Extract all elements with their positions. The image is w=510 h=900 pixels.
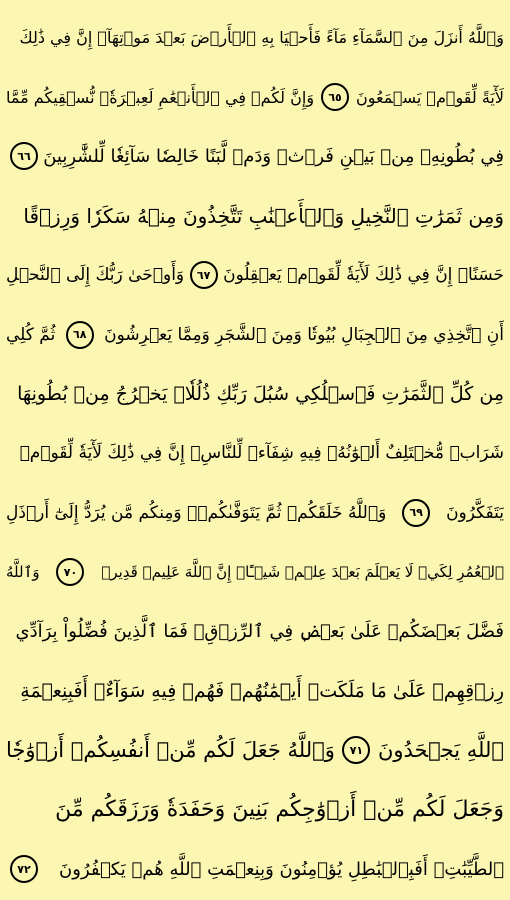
ayah-number-marker: ٦٥	[321, 83, 349, 111]
line-4-text: وَمِن ثَمَرَٰتِ ٱلنَّخِيلِ وَٱلۡأَعۡنَٰبِ تَتَّخِذُونَ مِنۡهُ سَكَرٗا وَرِزۡقًا	[23, 203, 504, 228]
line-13-text-b: وَٱللَّهُ جَعَلَ لَكُم مِّنۡ أَنفُسِكُمۡ أَزۡوَٰجٗا	[6, 738, 335, 763]
ayah-number-marker: ٦٨	[66, 321, 94, 349]
text-line-14	[6, 780, 504, 839]
line-14-text: وَجَعَلَ لَكُم مِّنۡ أَزۡوَٰجِكُم بَنِينَ وَحَفَدَةٗ وَرَزَقَكُم مِّنَ	[55, 797, 504, 823]
text-line-15	[6, 839, 504, 898]
line-10-text-b: وَٱللَّهُ	[6, 563, 40, 582]
text-line-11	[6, 602, 504, 661]
text-line-12	[6, 661, 504, 720]
line-3-text: فِي بُطُونِهِۦ مِنۢ بَيۡنِ فَرۡثٖ وَدَمٖ لَّبَنًا خَالِصٗا سَآئِغٗا لِّلشَّٰرِبِينَ	[43, 145, 504, 167]
line-13-text-a: ٱللَّهِ يَجۡحَدُونَ	[377, 738, 504, 763]
text-line-8	[6, 424, 504, 483]
line-8-text: شَرَابٞ مُّخۡتَلِفٌ أَلۡوَٰنُهُۥ فِيهِ شِفَآءٞ لِّلنَّاسِۚ إِنَّ فِي ذَٰلِكَ لَأٓيَةٗ لِّقَوۡمٖ	[19, 443, 504, 464]
text-line-2	[6, 67, 504, 126]
line-2-text-a: لَأٓيَةً لِّقَوۡمٖ يَسۡمَعُونَ	[356, 87, 504, 107]
line-11-text: فَضَّلَ بَعۡضَكُمۡ عَلَىٰ بَعۡضٖ فِي ٱلرِّزۡقِۚ فَمَا ٱلَّذِينَ فُضِّلُواْ بِرَآدِّي	[15, 621, 504, 643]
text-line-7	[6, 364, 504, 423]
line-10-text-a: ٱلۡعُمُرِ لِكَيۡ لَا يَعۡلَمَ بَعۡدَ عِلۡمٖ شَيۡـًٔاۚ إِنَّ ٱللَّهَ عَلِيمٞ قَدِيرٞ	[101, 563, 504, 582]
line-1-text: وَٱللَّهُ أَنزَلَ مِنَ ٱلسَّمَآءِ مَآءً فَأَحۡيَا بِهِ ٱلۡأَرۡضَ بَعۡدَ مَوۡتِهَآۚ إِنَّ فِي ذَٰلِكَ	[19, 28, 504, 48]
text-line-5	[6, 246, 504, 305]
text-line-10	[6, 543, 504, 602]
ayah-number-marker: ٦٦	[10, 142, 38, 170]
ayah-number-marker: ٦٧	[190, 261, 218, 289]
line-5-text-b: وَأَوۡحَىٰ رَبُّكَ إِلَى ٱلنَّحۡلِ	[6, 265, 185, 286]
line-9-text-a: يَتَفَكَّرُونَ	[446, 502, 504, 523]
ayah-number-marker: ٧٠	[56, 558, 84, 586]
line-7-text: مِن كُلِّ ٱلثَّمَرَٰتِ فَٱسۡلُكِي سُبُلَ رَبِّكِ ذُلُلٗاۚ يَخۡرُجُ مِنۢ بُطُونِهَا	[17, 383, 504, 406]
line-2-text-b: وَإِنَّ لَكُمۡ فِي ٱلۡأَنۡعَٰمِ لَعِبۡرَةٗۖ نُّسۡقِيكُم مِّمَّا	[6, 87, 315, 107]
ayah-number-marker: ٧١	[342, 736, 370, 764]
ayah-number-marker: ٧٢	[10, 855, 38, 883]
text-line-9	[6, 483, 504, 542]
text-line-13	[6, 721, 504, 780]
line-5-text-a: حَسَنًاۚ إِنَّ فِي ذَٰلِكَ لَأٓيَةٗ لِّقَوۡمٖ يَعۡقِلُونَ	[223, 265, 504, 286]
line-6-text-a: أَنِ ٱتَّخِذِي مِنَ ٱلۡجِبَالِ بُيُوتٗا وَمِنَ ٱلشَّجَرِ وَمِمَّا يَعۡرِشُونَ	[104, 324, 504, 345]
line-12-text: رِزۡقِهِمۡ عَلَىٰ مَا مَلَكَتۡ أَيۡمَٰنُهُمۡ فَهُمۡ فِيهِ سَوَآءٌۚ أَفَبِنِعۡمَةِ	[20, 679, 504, 702]
line-6-text-b: ثُمَّ كُلِي	[6, 324, 56, 345]
text-line-4	[6, 186, 504, 245]
line-9-text-b: وَٱللَّهُ خَلَقَكُمۡ ثُمَّ يَتَوَفَّىٰكُمۡۚ وَمِنكُم مَّن يُرَدُّ إِلَىٰٓ أَرۡذَلِ	[6, 502, 387, 523]
ayah-number-marker: ٦٩	[402, 499, 430, 527]
text-line-6	[6, 305, 504, 364]
text-line-1	[6, 8, 504, 67]
text-line-3	[6, 127, 504, 186]
line-15-text: ٱلطَّيِّبَٰتِۚ أَفَبِٱلۡبَٰطِلِ يُؤۡمِنُونَ وَبِنِعۡمَتِ ٱللَّهِ هُمۡ يَكۡفُرُونَ	[59, 858, 504, 880]
